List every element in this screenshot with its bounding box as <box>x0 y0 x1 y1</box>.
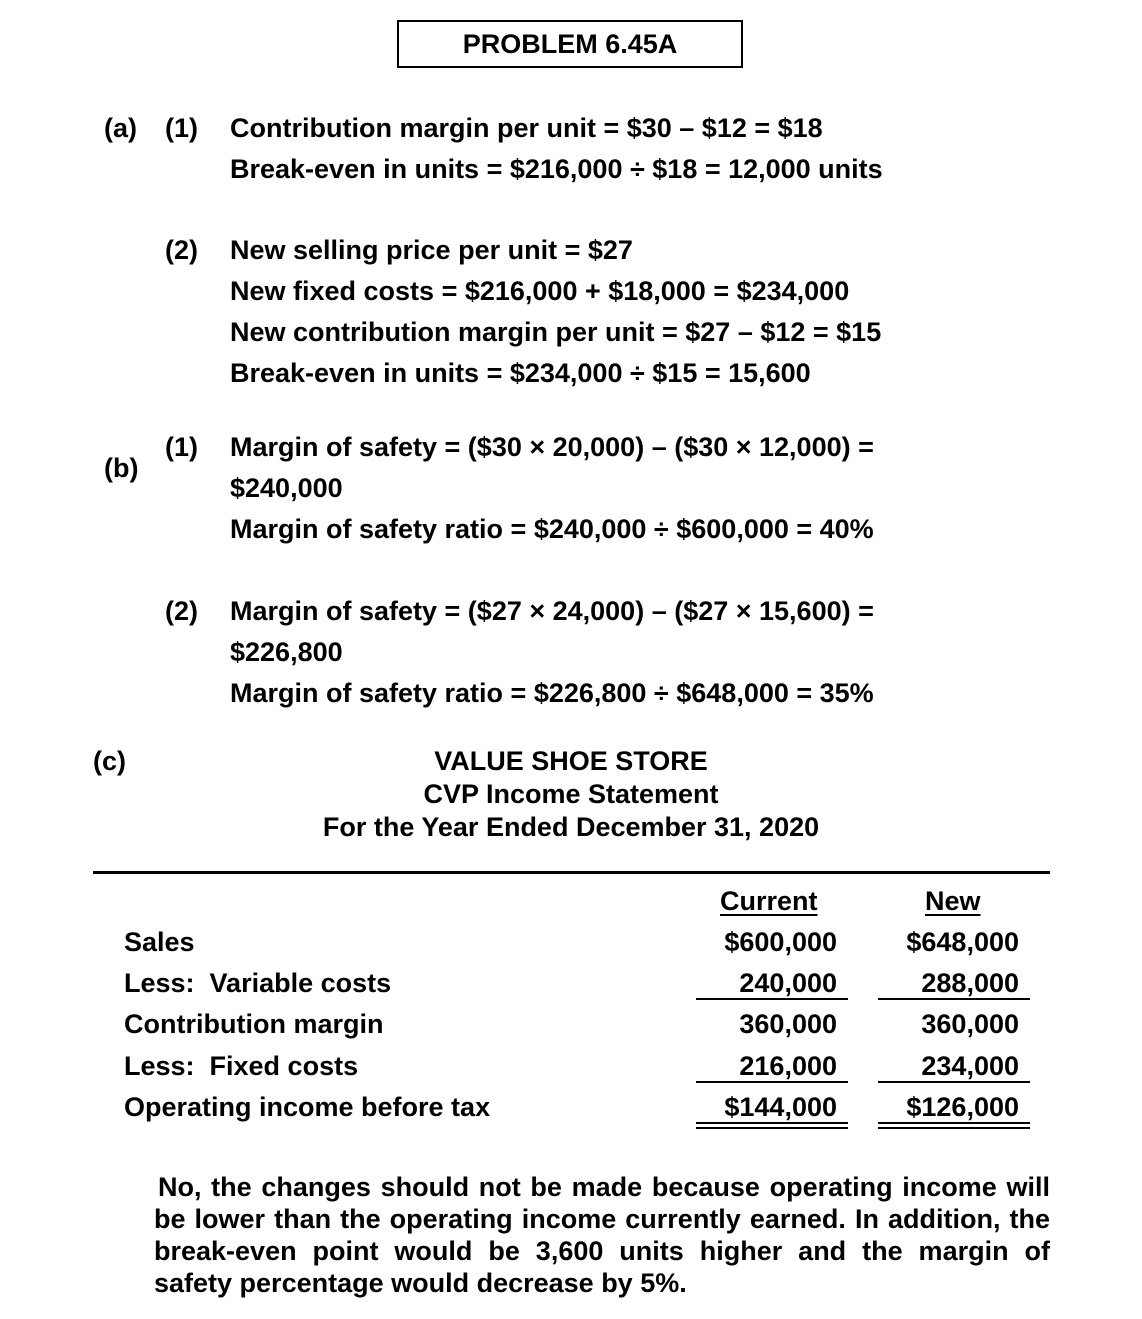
part-a-item2-line4: Break-even in units = $234,000 ÷ $15 = 15,600 <box>230 358 811 388</box>
conclusion-paragraph: No, the changes should not be made because operating income will be lower than the operating income currently earned. In addition, the break-even point would be 3,600 units higher and the margin of safety percentage would decrease by 5%. <box>154 1172 1050 1298</box>
part-b-item2-line3: Margin of safety ratio = $226,800 ÷ $648,000 = 35% <box>230 678 874 708</box>
current-fixed-costs: 216,000 <box>739 1051 837 1081</box>
part-a-item1-line2: Break-even in units = $216,000 ÷ $18 = 12,000 units <box>230 154 883 184</box>
current-operating-income: $144,000 <box>724 1092 837 1122</box>
current-subtotal-rule-2 <box>696 1081 848 1083</box>
statement-period: For the Year Ended December 31, 2020 <box>322 812 820 842</box>
row-label-contribution-margin: Contribution margin <box>124 1009 384 1039</box>
part-a-item1-label: (1) <box>165 113 198 143</box>
part-b-item2-line2: $226,800 <box>230 637 343 667</box>
row-label-sales: Sales <box>124 927 195 957</box>
column-header-current: Current <box>720 886 818 916</box>
new-subtotal-rule-2 <box>878 1081 1030 1083</box>
part-b-item2-label: (2) <box>165 596 198 626</box>
row-label-operating-income: Operating income before tax <box>124 1092 491 1122</box>
part-b-item1-line2: $240,000 <box>230 473 343 503</box>
part-a-item2-line2: New fixed costs = $216,000 + $18,000 = $234,000 <box>230 276 850 306</box>
part-a-item2-line3: New contribution margin per unit = $27 – $12 = $15 <box>230 317 882 347</box>
current-variable-costs: 240,000 <box>739 968 837 998</box>
heading-divider <box>93 871 1050 874</box>
row-label-fixed-costs: Less: Fixed costs <box>124 1051 359 1081</box>
part-b-item1-label: (1) <box>165 432 198 462</box>
new-operating-income: $126,000 <box>906 1092 1019 1122</box>
new-total-double-rule <box>878 1122 1030 1129</box>
statement-title: CVP Income Statement <box>423 779 719 809</box>
part-a-item1-line1: Contribution margin per unit = $30 – $12 = $18 <box>230 113 823 143</box>
problem-title: PROBLEM 6.45A <box>397 20 743 68</box>
company-name: VALUE SHOE STORE <box>434 746 708 776</box>
part-a-item2-label: (2) <box>165 235 198 265</box>
part-b-item2-line1: Margin of safety = ($27 × 24,000) – ($27 × 15,600) = <box>230 596 874 626</box>
row-label-variable-costs: Less: Variable costs <box>124 968 392 998</box>
part-b-item1-line3: Margin of safety ratio = $240,000 ÷ $600,000 = 40% <box>230 514 874 544</box>
part-a-label: (a) <box>104 113 137 143</box>
part-b-label: (b) <box>104 453 139 483</box>
current-total-double-rule <box>696 1122 848 1129</box>
column-header-new: New <box>925 886 981 916</box>
new-fixed-costs: 234,000 <box>921 1051 1019 1081</box>
part-b-item1-line1: Margin of safety = ($30 × 20,000) – ($30 × 12,000) = <box>230 432 874 462</box>
new-contribution-margin: 360,000 <box>921 1009 1019 1039</box>
new-sales: $648,000 <box>906 927 1019 957</box>
current-subtotal-rule-1 <box>696 998 848 1000</box>
new-subtotal-rule-1 <box>878 998 1030 1000</box>
part-a-item2-line1: New selling price per unit = $27 <box>230 235 633 265</box>
current-contribution-margin: 360,000 <box>739 1009 837 1039</box>
new-variable-costs: 288,000 <box>921 968 1019 998</box>
part-c-label: (c) <box>93 746 126 776</box>
current-sales: $600,000 <box>724 927 837 957</box>
